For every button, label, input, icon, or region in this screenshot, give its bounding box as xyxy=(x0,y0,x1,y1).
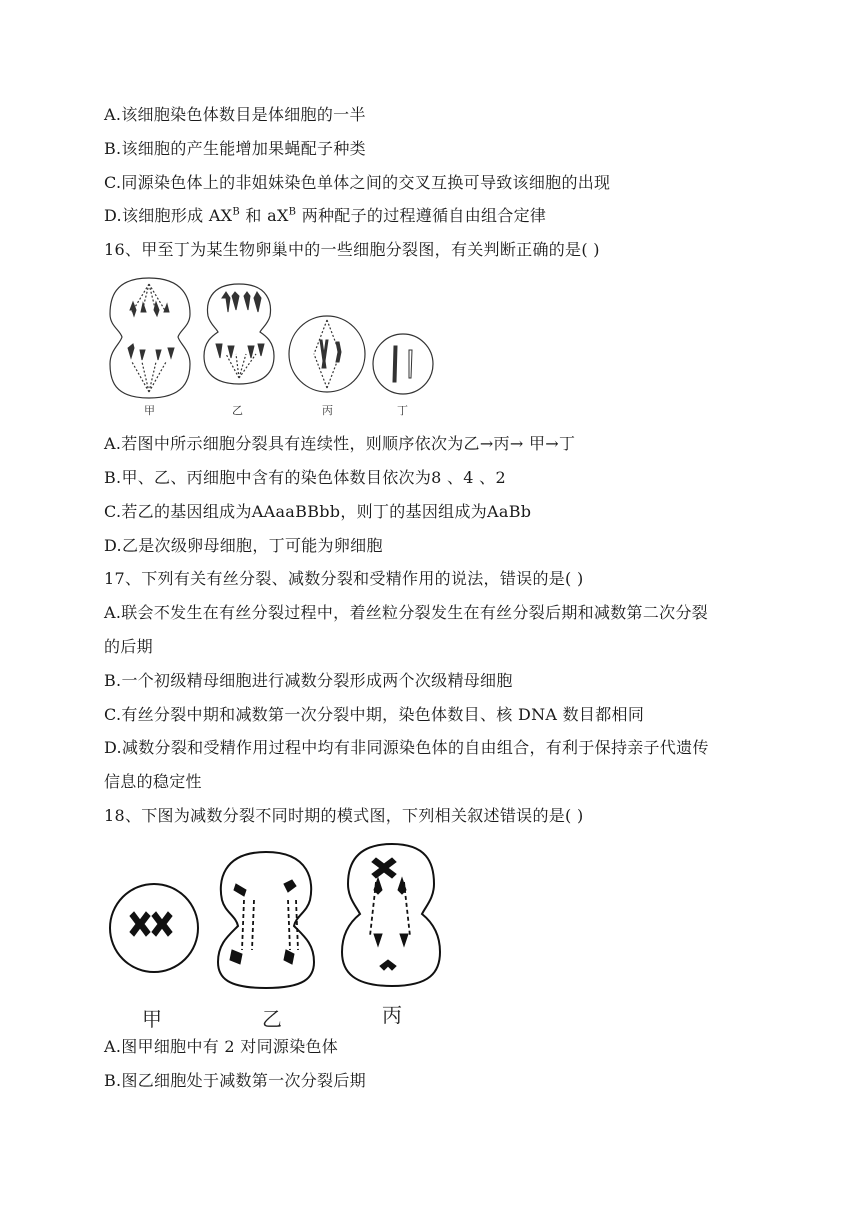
q16-option-b: B.甲、乙、丙细胞中含有的染色体数目依次为8 、4 、2 xyxy=(104,468,506,487)
q16-cell-jia xyxy=(110,278,190,398)
q18-cell-jia xyxy=(110,884,198,972)
q17-option-b: B.一个初级精母细胞进行减数分裂形成两个次级精母细胞 xyxy=(104,671,513,690)
q17-option-d-line2: 信息的稳定性 xyxy=(104,772,202,791)
q15-d-text-3: 两种配子的过程遵循自由组合定律 xyxy=(296,206,547,225)
q18-figure xyxy=(104,840,450,1030)
q16-option-c: C.若乙的基因组成为AAaaBBbb，则丁的基因组成为AaBb xyxy=(104,502,532,521)
q15-option-d xyxy=(104,206,546,226)
q18-label-bing: 丙 xyxy=(382,1003,402,1027)
q15-d-sup-2: B xyxy=(288,206,297,218)
q16-label-ding: 丁 xyxy=(397,404,408,417)
q18-stem: 18、下图为减数分裂不同时期的模式图，下列相关叙述错误的是( ) xyxy=(104,806,584,825)
q17-option-d-line1: D.减数分裂和受精作用过程中均有非同源染色体的自由组合，有利于保持亲子代遗传 xyxy=(104,738,709,757)
q18-label-jia: 甲 xyxy=(142,1007,162,1030)
q16-stem: 16、甲至丁为某生物卵巢中的一些细胞分裂图，有关判断正确的是( ) xyxy=(104,240,600,259)
q16-label-yi: 乙 xyxy=(232,404,243,417)
q15-option-a: A.该细胞染色体数目是体细胞的一半 xyxy=(104,105,366,124)
q16-option-d: D.乙是次级卵母细胞，丁可能为卵细胞 xyxy=(104,536,383,555)
q16-label-jia: 甲 xyxy=(144,404,155,417)
q18-option-b: B.图乙细胞处于减数第一次分裂后期 xyxy=(104,1071,366,1090)
q15-d-text-2: 和 aX xyxy=(240,206,289,225)
q16-cell-bing xyxy=(289,316,365,392)
q17-stem: 17、下列有关有丝分裂、减数分裂和受精作用的说法，错误的是( ) xyxy=(104,569,584,588)
q16-cell-yi xyxy=(204,284,274,384)
q17-option-a-line1: A.联会不发生在有丝分裂过程中，着丝粒分裂发生在有丝分裂后期和减数第二次分裂 xyxy=(104,603,709,622)
q16-option-a: A.若图中所示细胞分裂具有连续性，则顺序依次为乙→丙→ 甲→丁 xyxy=(104,434,576,453)
q16-label-bing: 丙 xyxy=(322,404,333,417)
q15-option-c: C.同源染色体上的非姐妹染色单体之间的交叉互换可导致该细胞的出现 xyxy=(104,173,611,192)
q15-option-b: B.该细胞的产生能增加果蝇配子种类 xyxy=(104,139,366,158)
q16-cell-ding xyxy=(373,334,433,394)
q18-option-a: A.图甲细胞中有 2 对同源染色体 xyxy=(104,1037,339,1056)
q16-figure xyxy=(104,274,444,420)
q15-d-sup-1: B xyxy=(232,206,241,218)
q18-cell-yi xyxy=(218,852,314,988)
q17-option-a-line2: 的后期 xyxy=(104,637,153,656)
q15-d-text-1: D.该细胞形成 AX xyxy=(104,206,233,225)
q18-label-yi: 乙 xyxy=(262,1007,282,1030)
q17-option-c: C.有丝分裂中期和减数第一次分裂中期，染色体数目、核 DNA 数目都相同 xyxy=(104,705,645,724)
